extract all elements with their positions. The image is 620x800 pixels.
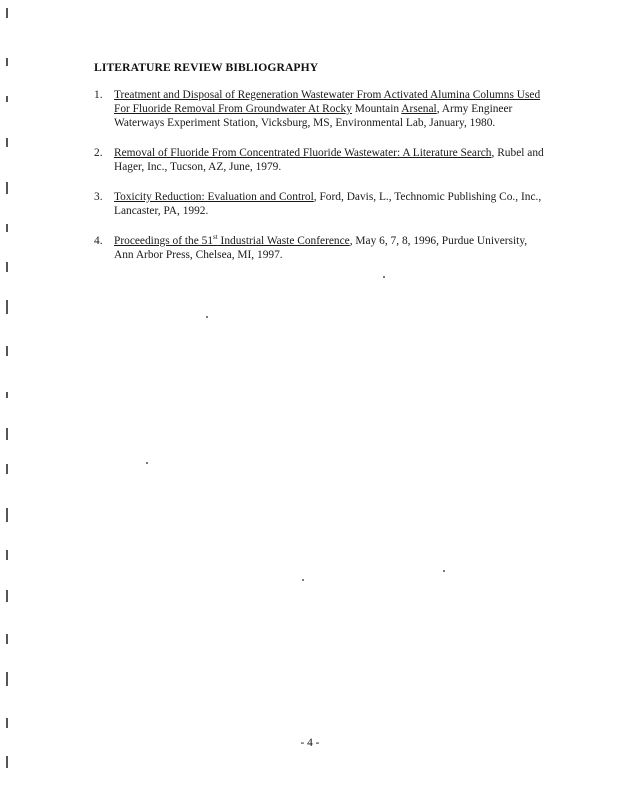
entry-title: [114, 235, 350, 247]
bibliography-entry: [94, 234, 544, 262]
entry-citation: , Ford, Davis, L., Technomic Publishing Co., Inc., Lancaster, PA, 1992.: [114, 191, 542, 217]
entry-title: Removal of Fluoride From Concentrated Fluoride Wastewater: A Literature Search: [114, 147, 492, 159]
scan-speck: [146, 462, 148, 464]
bibliography-entry: [94, 190, 544, 218]
entry-title-part: Industrial Waste Conference: [217, 235, 350, 247]
entry-text: [114, 234, 544, 262]
scan-speck: [443, 570, 445, 572]
entry-citation: , May 6, 7, 8, 1996, Purdue University, Ann Arbor Press, Chelsea, MI, 1997.: [114, 235, 528, 261]
entry-citation: , Rubel and Hager, Inc., Tucson, AZ, June, 1979.: [114, 147, 544, 173]
entry-text: [114, 146, 544, 174]
entry-title: Toxicity Reduction: Evaluation and Control: [114, 191, 314, 203]
entry-title-end: Arsenal: [401, 103, 437, 115]
bibliography-list: [94, 88, 544, 278]
entry-text: [114, 88, 544, 130]
page-number: - 4 -: [300, 737, 320, 749]
bibliography-entry: [94, 146, 544, 174]
scan-speck: [302, 579, 304, 581]
entry-number: 1.: [94, 89, 103, 101]
entry-title: Treatment and Disposal of Regeneration Wastewater From Activated Alumina Columns Used For Fluoride Removal From Groundwater At Rocky: [114, 89, 541, 115]
entry-number: 4.: [94, 235, 103, 247]
entry-number: 2.: [94, 147, 103, 159]
entry-title-cont: Mountain: [351, 103, 402, 115]
entry-text: [114, 190, 544, 218]
bibliography-entry: [94, 88, 544, 130]
entry-title-superscript: st: [213, 233, 218, 242]
scan-edge-marks: [6, 0, 16, 800]
entry-title-part: Proceedings of the 51: [114, 235, 214, 247]
bibliography-heading: LITERATURE REVIEW BIBLIOGRAPHY: [94, 61, 319, 74]
entry-citation: , Army Engineer Waterways Experiment Station, Vicksburg, MS, Environmental Lab, January, 1980.: [114, 103, 513, 129]
scan-speck: [206, 316, 208, 318]
entry-number: 3.: [94, 191, 103, 203]
